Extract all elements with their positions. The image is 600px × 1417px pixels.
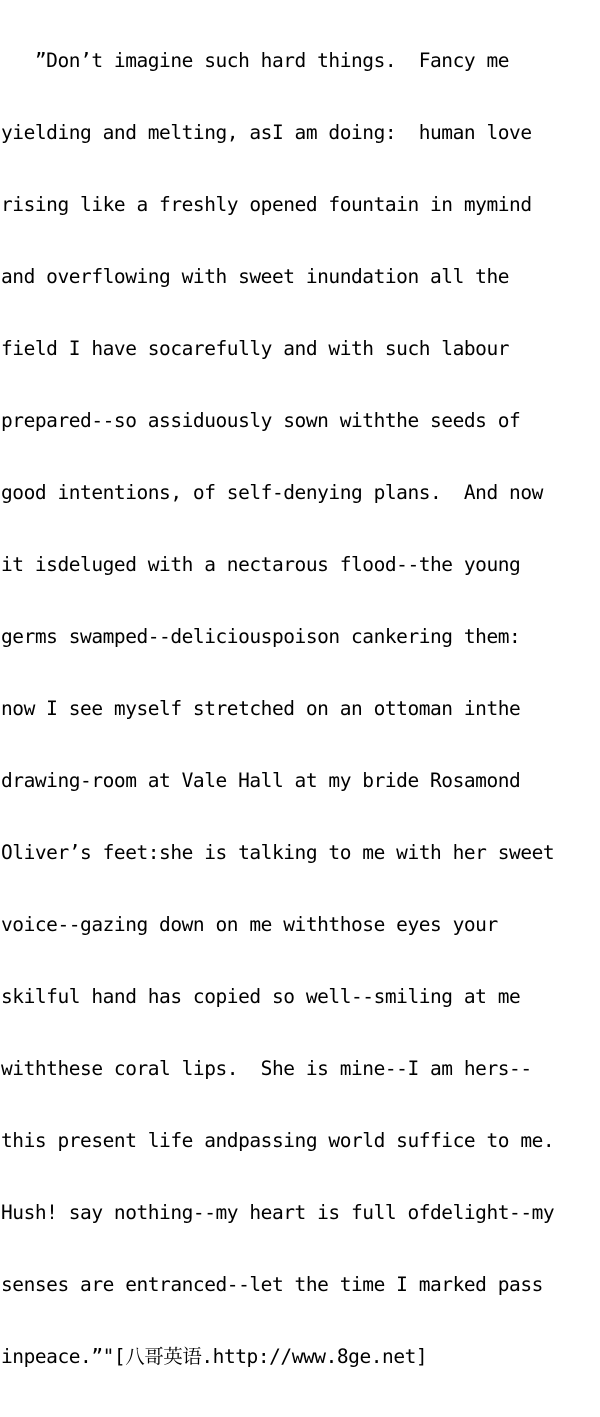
text-line-5: field I have socarefully and with such labour [1, 337, 510, 360]
text-line-3: rising like a freshly opened fountain in mymind [1, 193, 532, 216]
text-line-13: voice--gazing down on me withthose eyes your [1, 913, 498, 936]
text-line-16: this present life andpassing world suffice to me. [1, 1129, 555, 1152]
text-line-19-with-source-link: inpeace.”"[八哥英语.http://www.8ge.net] [1, 1345, 428, 1368]
text-line-2: yielding and melting, asI am doing: human love [1, 121, 532, 144]
text-line-11: drawing-room at Vale Hall at my bride Rosamond [1, 769, 521, 792]
text-line-1: ”Don’t imagine such hard things. Fancy me [1, 49, 510, 72]
text-line-17: Hush! say nothing--my heart is full ofdelight--my [1, 1201, 555, 1224]
text-line-9: germs swamped--deliciouspoison cankering them: [1, 625, 521, 648]
text-line-18: senses are entranced--let the time I marked pass [1, 1273, 543, 1296]
text-line-10: now I see myself stretched on an ottoman inthe [1, 697, 521, 720]
passage-text [1, 1, 599, 1417]
text-line-15: withthese coral lips. She is mine--I am hers-- [1, 1057, 532, 1080]
text-line-8: it isdeluged with a nectarous flood--the young [1, 553, 521, 576]
text-line-14: skilful hand has copied so well--smiling at me [1, 985, 521, 1008]
text-line-7: good intentions, of self-denying plans. And now [1, 481, 543, 504]
text-line-12: Oliver’s feet:she is talking to me with her sweet [1, 841, 555, 864]
text-line-4: and overflowing with sweet inundation all the [1, 265, 510, 288]
text-line-6: prepared--so assiduously sown withthe seeds of [1, 409, 521, 432]
